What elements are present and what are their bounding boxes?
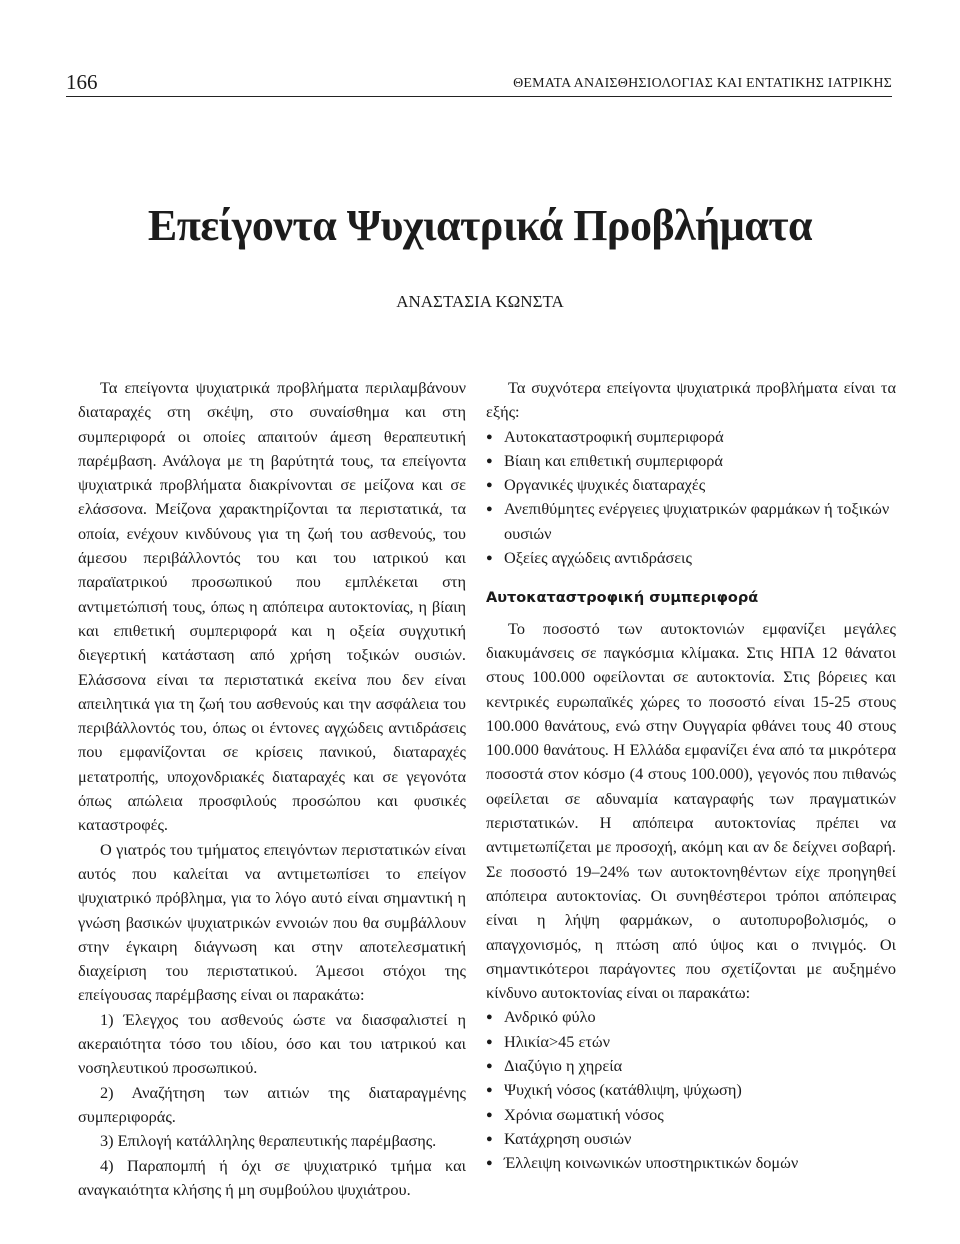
bullet-icon: ● <box>486 1108 493 1121</box>
risk-factors-list <box>486 1005 896 1175</box>
bullet-icon: ● <box>486 503 493 516</box>
bullet-icon: ● <box>486 1084 493 1097</box>
bullet-icon: ● <box>486 1157 493 1170</box>
right-column <box>486 376 896 1176</box>
physician-paragraph: Ο γιατρός του τμήματος επειγόντων περιστατικών είναι αυτός που καλείται να αντιμετωπίσει το επείγον ψυχιατρικό πρόβλημα, για το λόγο αυτό είναι σημαντική η γνώση βασικών ψυχιατρικών εννοιών που θα συμβάλλουν στην έγκαιρη διάγνωση και στην αποτελεσματική διαχείριση του περιστατικού. Άμεσοι στόχοι της επείγουσας παρέμβασης είναι οι παρακάτω: <box>78 839 466 1005</box>
list-item: ● Ψυχική νόσος (κατάθλιψη, ψύχωση) <box>486 1078 896 1102</box>
list-item: ● Αυτοκαταστροφική συμπεριφορά <box>486 425 896 449</box>
page-number: 166 <box>66 70 98 94</box>
list-item: ● Κατάχρηση ουσιών <box>486 1127 896 1151</box>
bullet-icon: ● <box>486 1132 493 1145</box>
bullet-icon: ● <box>486 1035 493 1048</box>
article-author: ΑΝΑΣΤΑΣΙΑ ΚΩΝΣΤΑ <box>396 292 564 311</box>
list-item: ● Χρόνια σωματική νόσος <box>486 1103 896 1127</box>
common-problems-list <box>486 425 896 571</box>
goal-item: 2) Αναζήτηση των αιτιών της διαταραγμένης συμπεριφοράς. <box>78 1082 466 1126</box>
bullet-icon: ● <box>486 479 493 492</box>
goal-item: 4) Παραπομπή ή όχι σε ψυχιατρικό τμήμα και αναγκαιότητα κλήσης ή μη συμβούλου ψυχιάτρου. <box>78 1155 466 1199</box>
article-title: Επείγοντα Ψυχιατρικά Προβλήματα <box>147 201 813 250</box>
problems-intro: Τα συχνότερα επείγοντα ψυχιατρικά προβλήματα είναι τα εξής: <box>486 378 896 422</box>
bullet-icon: ● <box>486 1011 493 1024</box>
left-column <box>78 376 466 1202</box>
list-item: ● Ανδρικό φύλο <box>486 1005 896 1029</box>
bullet-icon: ● <box>486 430 493 443</box>
list-item: ● Οργανικές ψυχικές διαταραχές <box>486 473 896 497</box>
bullet-icon: ● <box>486 1060 493 1073</box>
intro-paragraph: Τα επείγοντα ψυχιατρικά προβλήματα περιλαμβάνουν διαταραχές στη σκέψη, στο συναίσθημα και στη συμπεριφορά οι οποίες απαιτούν άμεση θεραπευτική παρέμβαση. Ανάλογα με τη βαρύτητά τους, τα επείγοντα ψυχιατρικά προβλήματα διακρίνονται σε μείζονα και σε ελάσσονα. Μείζονα χαρακτηρίζονται τα περιστατικά, τα οποία, ενέχουν κινδύνους για τη ζωή του ασθενούς, του άμεσου περιβάλλοντός του και του ιατρικού και παραϊατρικού προσωπικού που εμπλέκεται στη αντιμετώπισή τους, όπως η απόπειρα αυτοκτονίας, η βίαιη και επιθετική συμπεριφορά και η οξεία συγχυτική διεγερτική κατάσταση από χρήση τοξικών ουσιών. Ελάσσονα είναι τα περιστατικά εκείνα που δεν είναι απειλητικά για τη ζωή του ασθενούς και την ασφάλεια του περιβάλλοντός του, όπως οι έντονες αγχώδεις αντιδράσεις που εμφανίζονται σε κρίσεις πανικού, διαταραχές μετατροπής, υποχονδριακές διαταραχές και σε γεγονότα όπως απώλεια προσφιλούς προσώπου και φυσικές καταστροφές. <box>78 378 466 835</box>
goal-item: 3) Επιλογή κατάλληλης θεραπευτικής παρέμβασης. <box>100 1131 437 1151</box>
running-title: ΘΕΜΑΤΑ ΑΝΑΙΣΘΗΣΙΟΛΟΓΙΑΣ ΚΑΙ ΕΝΤΑΤΙΚΗΣ ΙΑΤΡΙΚΗΣ <box>513 76 892 91</box>
suicide-paragraph: Το ποσοστό των αυτοκτονιών εμφανίζει μεγάλες διακυμάνσεις σε παγκόσμια κλίμακα. Στις ΗΠΑ 12 θάνατοι στους 100.000 οφείλονται σε αυτοκτονία. Στις βόρειες και κεντρικές ευρωπαϊκές χώρες το ποσοστό είναι 15-25 στους 100.000 θανάτους, ενώ στην Ουγγαρία φθάνει τους 40 στους 100.000 θανάτους. Η Ελλάδα εμφανίζει ένα από τα μικρότερα ποσοστά στον κόσμο (4 στους 100.000), γεγονός που πιθανώς οφείλεται σε αδυναμία καταγραφής των πραγματικών περιστατικών. Η απόπειρα αυτοκτονίας πρέπει να αντιμετωπίζεται με προσοχή, ακόμη και αν δε δείχνει σοβαρή. Σε ποσοστό 19–24% των αυτοκτονηθέντων είχε προηγηθεί απόπειρα αυτοκτονίας. Οι συνηθέστεροι τρόποι απόπειρας είναι η λήψη φαρμάκων, ο αυτοπυροβολισμός, ο απαγχονισμός, η πτώση από ύψος και ο πνιγμός. Οι σημαντικότεροι παράγοντες που σχετίζονται με αυξημένο κίνδυνο αυτοκτονίας είναι οι παρακάτω: <box>486 618 896 1003</box>
list-item: ● Ηλικία>45 ετών <box>486 1030 896 1054</box>
header-divider <box>66 96 892 97</box>
bullet-icon: ● <box>486 552 493 565</box>
list-item: ● Διαζύγιο η χηρεία <box>486 1054 896 1078</box>
bullet-icon: ● <box>486 454 493 467</box>
list-item: ● Βίαιη και επιθετική συμπεριφορά <box>486 449 896 473</box>
goal-item: 1) Έλεγχος του ασθενούς ώστε να διασφαλιστεί η ακεραιότητα τόσο του ιδίου, όσο και του ιατρικού και νοσηλευτικού προσωπικού. <box>78 1009 466 1078</box>
list-item: ● Ανεπιθύμητες ενέργειες ψυχιατρικών φαρμάκων ή τοξικών ουσιών <box>486 499 890 543</box>
page-header <box>66 64 892 98</box>
list-item: ● Έλλειψη κοινωνικών υποστηρικτικών δομών <box>486 1151 896 1175</box>
list-item: ● Οξείες αγχώδεις αντιδράσεις <box>486 546 896 570</box>
section-heading: Αυτοκαταστροφική συμπεριφορά <box>486 590 759 607</box>
